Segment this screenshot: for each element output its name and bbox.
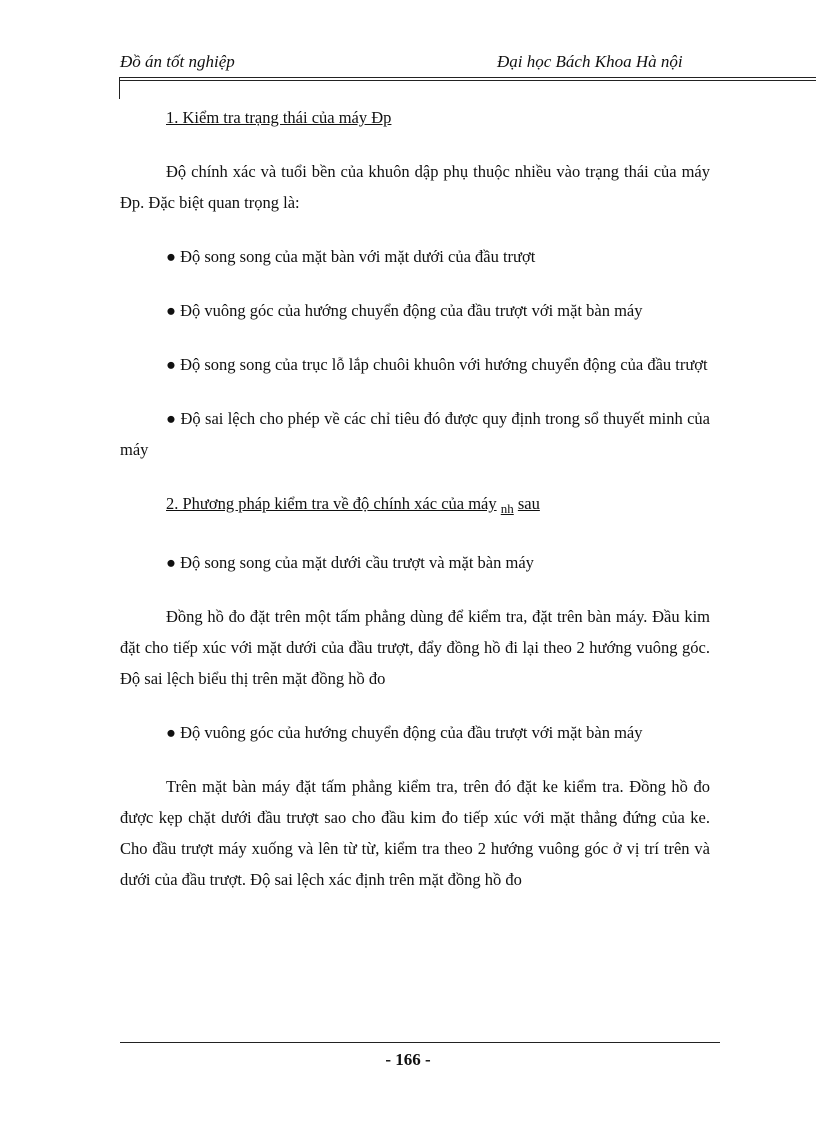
document-body bbox=[120, 100, 710, 895]
bullet-4: ● Độ sai lệch cho phép về các chỉ tiêu đó được quy định trong sổ thuyết minh của máy bbox=[120, 409, 710, 459]
bullet-6: ● Độ vuông góc của hướng chuyển động của đầu trượt với mặt bàn máy bbox=[166, 723, 643, 742]
section-heading-2 bbox=[120, 488, 710, 524]
header-rule-tick bbox=[119, 77, 120, 99]
section-heading-2-text: 2. Phương pháp kiểm tra về độ chính xác của máy bbox=[166, 494, 497, 513]
paragraph-3: Trên mặt bàn máy đặt tấm phẳng kiểm tra, trên đó đặt ke kiểm tra. Đồng hồ đo được kẹp chặt dưới đầu trượt sao cho đầu kim đo tiếp xúc với mặt thẳng đứng của ke. Cho đầu trượt máy xuống và lên từ từ, kiểm tra theo 2 hướng vuông góc ở vị trí trên và dưới của đầu trượt. Độ sai lệch xác định trên mặt đồng hồ đo bbox=[120, 777, 710, 889]
page-number: - 166 - bbox=[385, 1050, 431, 1069]
header-left-title: Đồ án tốt nghiệp bbox=[120, 52, 235, 71]
section-heading-2-subscript: nh bbox=[500, 501, 514, 516]
bullet-2: ● Độ vuông góc của hướng chuyển động của đầu trượt với mặt bàn máy bbox=[166, 301, 643, 320]
section-heading-1: 1. Kiểm tra trạng thái của máy Đp bbox=[166, 108, 392, 127]
footer-rule bbox=[120, 1042, 720, 1043]
bullet-1: ● Độ song song của mặt bàn với mặt dưới của đầu trượt bbox=[166, 247, 536, 266]
paragraph-2: Đồng hồ đo đặt trên một tấm phẳng dùng để kiểm tra, đặt trên bàn máy. Đầu kim đặt cho tiếp xúc với mặt dưới của đầu trượt, đẩy đồng hồ đi lại theo 2 hướng vuông góc. Độ sai lệch biểu thị trên mặt đồng hồ đo bbox=[120, 607, 710, 688]
header-right-title: Đại học Bách Khoa Hà nội bbox=[497, 52, 683, 71]
header-rule bbox=[120, 77, 816, 81]
bullet-3: ● Độ song song của trục lỗ lắp chuôi khuôn với hướng chuyển động của đầu trượt bbox=[166, 355, 708, 374]
bullet-5: ● Độ song song của mặt dưới cầu trượt và mặt bàn máy bbox=[166, 553, 534, 572]
section-heading-2-tail: sau bbox=[517, 494, 540, 513]
paragraph-1: Độ chính xác và tuổi bền của khuôn dập phụ thuộc nhiều vào trạng thái của máy Đp. Đặc biệt quan trọng là: bbox=[120, 162, 710, 212]
